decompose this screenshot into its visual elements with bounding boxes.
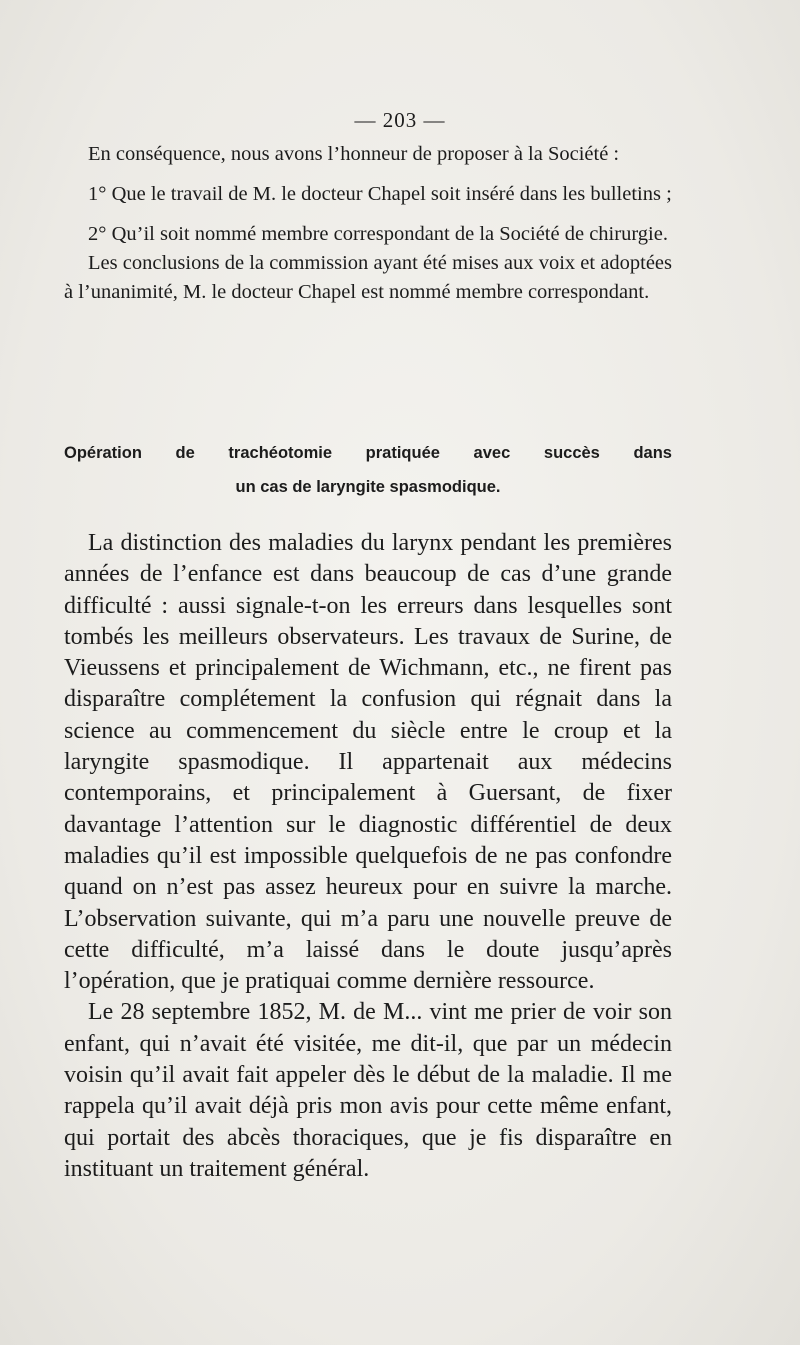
heading-line-1: Opération de trachéotomie pratiquée avec succès dans [64, 444, 672, 462]
intro-paragraph-3: 2° Qu’il soit nommé membre correspondant de la Société de chirurgie. [88, 223, 668, 245]
body-paragraph-1: La distinction des maladies du larynx pendant les premières années de l’enfance est dans beaucoup de cas d’une grande difficulté : aussi signale-t-on les erreurs dans lesquelles sont tombés les meilleurs observateurs. Les travaux de Surine, de Vieussens et principalement de Wichmann, etc., ne firent pas disparaître complétement la confusion qui régnait dans la science au commencement du siècle entre le croup et la laryngite spasmodique. Il appartenait aux médecins contemporains, et principalement à Guersant, de fixer davantage l’attention sur le diagnostic différentiel de deux maladies qu’il est impossible quelquefois de ne pas confondre quand on n’est pas assez heureux pour en suivre la marche. L’observation suivante, qui m’a paru une nouvelle preuve de cette difficulté, m’a laissé dans le doute jusqu’après l’opération, que je pratiquai comme dernière ressource. [64, 530, 672, 995]
body-paragraph-2: Le 28 septembre 1852, M. de M... vint me prier de voir son enfant, qui n’avait été visitée, me dit-il, que par un médecin voisin qu’il avait fait appeler dès le début de la maladie. Il me rappela qu’il avait déjà pris mon avis pour cette même enfant, qui portait des abcès thoraciques, que je fis disparaître en instituant un traitement général. [64, 999, 672, 1182]
page-number: — 203 — [354, 108, 446, 132]
intro-section [64, 140, 672, 307]
heading-line-2: un cas de laryngite spasmodique. [235, 478, 501, 496]
intro-paragraph-4: Les conclusions de la commission ayant été mises aux voix et adoptées à l’unanimité, M. le docteur Chapel est nommé membre correspondant. [64, 252, 672, 303]
body-section [64, 528, 672, 1185]
intro-paragraph-2: 1° Que le travail de M. le docteur Chapel soit inséré dans les bulletins ; [88, 183, 672, 205]
intro-paragraph-1: En conséquence, nous avons l’honneur de proposer à la Société : [88, 143, 620, 165]
